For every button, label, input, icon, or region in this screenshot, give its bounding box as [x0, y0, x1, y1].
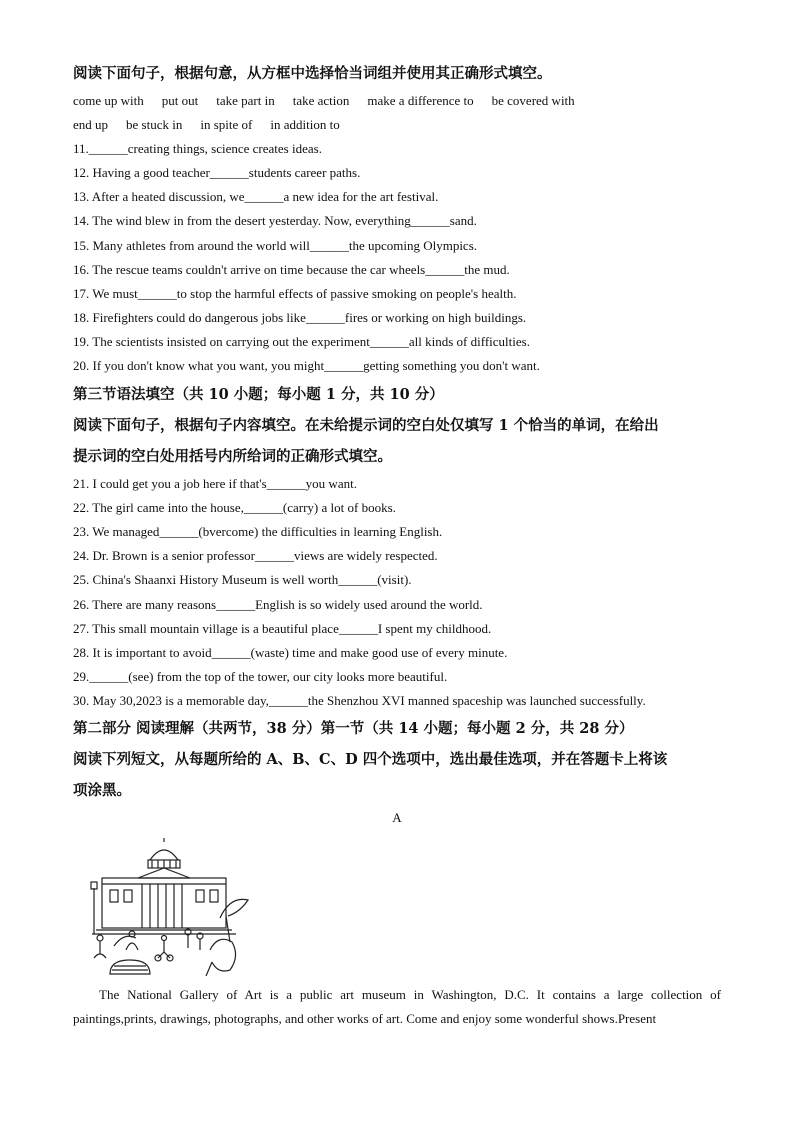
passage-a-paragraph: The National Gallery of Art is a public art museum in Washington, D.C. It contains a large collection of paintings,prints, drawings, photographs, and other works of art. Come and enjoy some wonderful shows.Present	[73, 987, 721, 1026]
phrase: make a difference to	[367, 93, 474, 108]
question-15: 15. Many athletes from around the world will______the upcoming Olympics.	[73, 238, 478, 253]
word-bank-row-1	[73, 93, 593, 109]
phrase: take part in	[216, 93, 275, 108]
phrase: come up with	[73, 93, 144, 108]
phrase: take action	[292, 93, 350, 108]
grammar-heading: 第三节语法填空（共 10 小题；每小题 1 分，共 10 分）	[73, 386, 444, 403]
question-26: 26. There are many reasons______English is so widely used around the world.	[73, 597, 483, 612]
question-17: 17. We must______to stop the harmful effects of passive smoking on people's health.	[73, 286, 517, 301]
national-gallery-illustration	[80, 838, 250, 976]
question-18: 18. Firefighters could do dangerous jobs like______fires or working on high buildings.	[73, 310, 527, 325]
phrase: be covered with	[491, 93, 575, 108]
question-25: 25. China's Shaanxi History Museum is well worth______(visit).	[73, 572, 412, 587]
passage-label: A	[392, 810, 402, 825]
grammar-instruction-line-1: 阅读下面句子，根据句子内容填空。在未给提示词的空白处仅填写 1 个恰当的单词，在给出	[73, 417, 659, 434]
grammar-instruction-line-2: 提示词的空白处用括号内所给词的正确形式填空。	[73, 448, 392, 465]
question-29: 29.______(see) from the top of the tower, our city looks more beautiful.	[73, 669, 448, 684]
phrase: in addition to	[270, 117, 340, 132]
question-21: 21. I could get you a job here if that's______you want.	[73, 476, 357, 491]
question-12: 12. Having a good teacher______students career paths.	[73, 165, 361, 180]
question-23: 23. We managed______(bvercome) the difficulties in learning English.	[73, 524, 443, 539]
vocab-instruction: 阅读下面句子，根据句意，从方框中选择恰当词组并使用其正确形式填空。	[73, 65, 552, 82]
question-22: 22. The girl came into the house,______(carry) a lot of books.	[73, 500, 396, 515]
word-bank-row-2	[73, 117, 358, 133]
phrase: put out	[161, 93, 199, 108]
question-24: 24. Dr. Brown is a senior professor______views are widely respected.	[73, 548, 438, 563]
phrase: in spite of	[200, 117, 253, 132]
reading-heading: 第二部分 阅读理解（共两节，38 分）第一节（共 14 小题；每小题 2 分，共 28 分）	[73, 720, 634, 737]
reading-instruction-line-1: 阅读下列短文，从每题所给的 A、B、C、D 四个选项中，选出最佳选项，并在答题卡上将该	[73, 751, 668, 768]
question-20: 20. If you don't know what you want, you might______getting something you don't want.	[73, 358, 540, 373]
question-16: 16. The rescue teams couldn't arrive on time because the car wheels______the mud.	[73, 262, 510, 277]
question-28: 28. It is important to avoid______(waste) time and make good use of every minute.	[73, 645, 508, 660]
question-13: 13. After a heated discussion, we______a new idea for the art festival.	[73, 189, 439, 204]
question-14: 14. The wind blew in from the desert yesterday. Now, everything______sand.	[73, 213, 477, 228]
phrase: end up	[73, 117, 109, 132]
reading-instruction-line-2: 项涂黑。	[73, 782, 131, 799]
phrase: be stuck in	[126, 117, 183, 132]
question-19: 19. The scientists insisted on carrying out the experiment______all kinds of difficulties.	[73, 334, 530, 349]
question-11: 11.______creating things, science creates ideas.	[73, 141, 322, 156]
question-27: 27. This small mountain village is a beautiful place______I spent my childhood.	[73, 621, 492, 636]
question-30: 30. May 30,2023 is a memorable day,______the Shenzhou XVI manned spaceship was launched successfully.	[73, 693, 646, 708]
